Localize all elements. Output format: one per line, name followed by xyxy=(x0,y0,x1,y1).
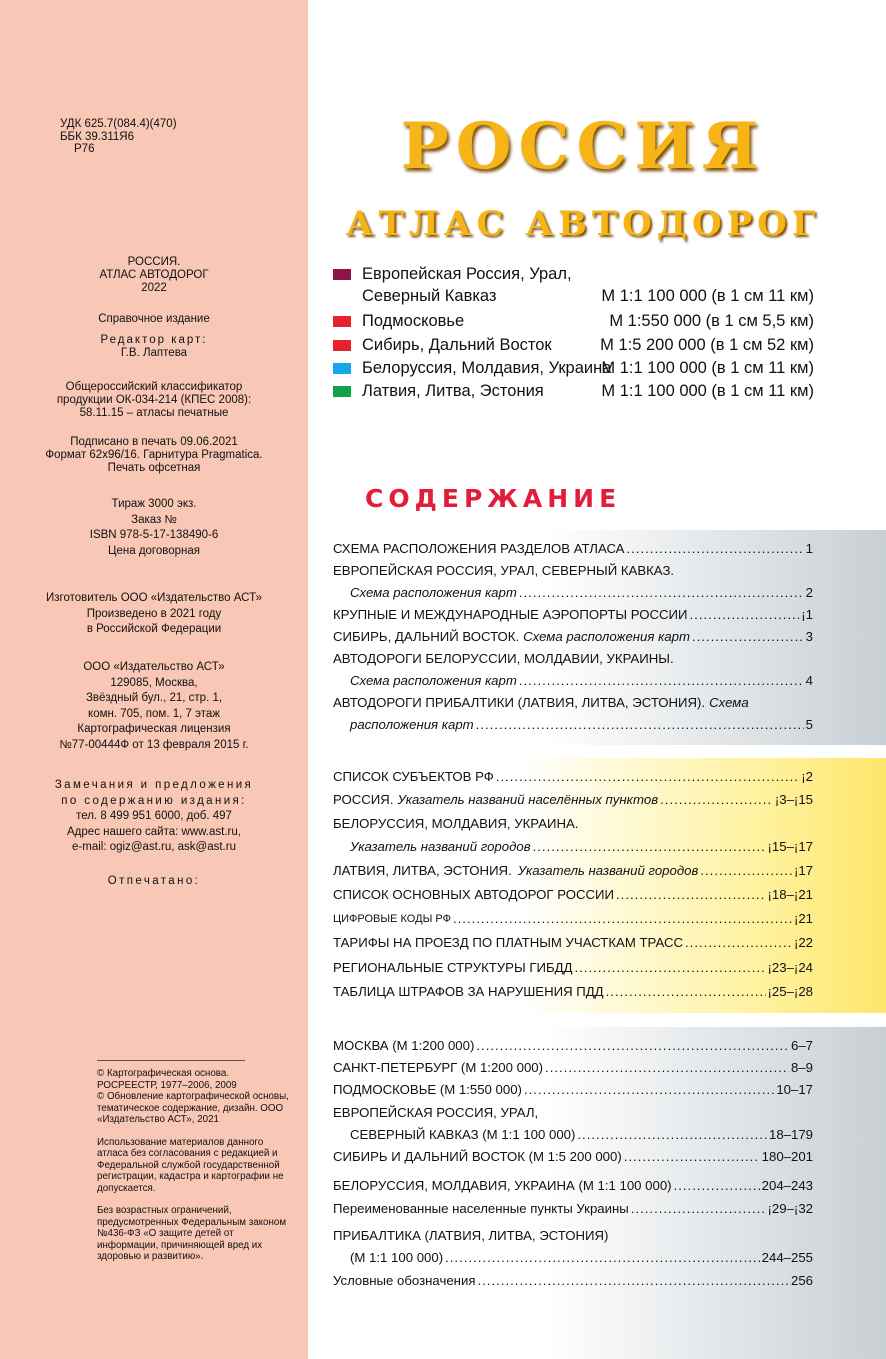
author-mark: Р76 xyxy=(74,143,95,155)
toc-entry[interactable]: Условные обозначения ..... 256 xyxy=(333,1272,813,1290)
toc-entry[interactable]: ТАРИФЫ НА ПРОЕЗД ПО ПЛАТНЫМ УЧАСТКАМ ТРАСС ..... ¡22 xyxy=(333,934,813,952)
toc-entry[interactable]: ПОДМОСКОВЬЕ (М 1:550 000) ..... 10–17 xyxy=(333,1081,813,1099)
publisher-address: ООО «Издательство АСТ» 129085, Москва, Звёздный бул., 21, стр. 1, комн. 705, пом. 1, 7 этаж Картографическая лицензия №77-00444Ф от 13 февраля 2015 г. xyxy=(59,661,249,751)
editor-name: Г.В. Лаптева xyxy=(120,347,188,359)
contents-heading: СОДЕРЖАНИЕ xyxy=(365,484,622,513)
toc-entry[interactable]: ЦИФРОВЫЕ КОДЫ РФ ..... ¡21 xyxy=(333,910,813,928)
toc-entry[interactable]: РЕГИОНАЛЬНЫЕ СТРУКТУРЫ ГИБДД ..... ¡23–¡24 xyxy=(333,959,813,977)
toc-entry[interactable]: СХЕМА РАСПОЛОЖЕНИЯ РАЗДЕЛОВ АТЛАСА ..... 1 xyxy=(333,540,813,558)
toc-entry[interactable]: МОСКВА (М 1:200 000) ..... 6–7 xyxy=(333,1037,813,1055)
legend-swatch-moscow-region xyxy=(333,316,351,327)
small-print: © Картографическая основа. РОСРЕЕСТР, 1977–2006, 2009 © Обновление картографической основы, тематическое содержание, дизайн. ООО «Издательство АСТ», 2021 Использование материалов данного атласа без согласования с редакцией и Федеральной службой государственной регистрации, кадастра и картографии не допускается. Без возрастных ограничений, предусмотренных Федеральным законом №436-ФЗ «О защите детей от информации, причиняющей вред их здоровью и развитию». xyxy=(97,1068,289,1262)
legend-scale: М 1:1 100 000 (в 1 см 11 км) xyxy=(601,287,814,305)
manufacturer: Изготовитель ООО «Издательство АСТ» Произведено в 2021 году в Российской Федерации xyxy=(45,592,262,635)
legend-label: Латвия, Литва, Эстония xyxy=(362,382,544,400)
printed-by: Отпечатано: xyxy=(107,875,201,887)
remarks: Замечания и предложения по содержанию издания: xyxy=(54,779,254,807)
toc-entry[interactable]: БЕЛОРУССИЯ, МОЛДАВИЯ, УКРАИНА. xyxy=(333,816,579,831)
toc-entry[interactable]: СПИСОК СУБЪЕКТОВ РФ ..... ¡2 xyxy=(333,768,813,786)
toc-entry[interactable]: Схема расположения карт ..... 4 xyxy=(350,672,813,690)
toc-entry[interactable]: ЛАТВИЯ, ЛИТВА, ЭСТОНИЯ. Указатель названий городов ..... ¡17 xyxy=(333,862,813,880)
atlas-title: РОССИЯ xyxy=(400,109,766,184)
legend-scale: М 1:1 100 000 (в 1 см 11 км) xyxy=(601,359,814,377)
legend-swatch-belarus xyxy=(333,363,351,374)
tirage-info: Тираж 3000 экз. Заказ № ISBN 978-5-17-138490-6 Цена договорная xyxy=(89,498,219,557)
toc-entry[interactable]: КРУПНЫЕ И МЕЖДУНАРОДНЫЕ АЭРОПОРТЫ РОССИИ ..... ¡1 xyxy=(333,606,813,624)
toc-entry[interactable]: АВТОДОРОГИ ПРИБАЛТИКИ (ЛАТВИЯ, ЛИТВА, ЭСТОНИЯ). Схема xyxy=(333,695,749,710)
legend-label: Сибирь, Дальний Восток xyxy=(362,336,552,354)
imprint-title: РОССИЯ. АТЛАС АВТОДОРОГ 2022 xyxy=(99,256,209,294)
toc-entry[interactable]: СИБИРЬ, ДАЛЬНИЙ ВОСТОК. Схема расположения карт ..... 3 xyxy=(333,628,813,646)
toc-entry[interactable]: АВТОДОРОГИ БЕЛОРУССИИ, МОЛДАВИИ, УКРАИНЫ. xyxy=(333,651,674,666)
toc-entry[interactable]: Переименованные населенные пункты Украины ..... ¡29–¡32 xyxy=(333,1200,813,1218)
classifier: Общероссийский классификатор продукции ОК-034-214 (КПЕС 2008): 58.11.15 – атласы печатные xyxy=(56,381,252,419)
legend-scale: М 1:5 200 000 (в 1 см 52 км) xyxy=(600,336,814,354)
toc-entry[interactable]: ЕВРОПЕЙСКАЯ РОССИЯ, УРАЛ, xyxy=(333,1105,539,1120)
toc-entry[interactable]: ЕВРОПЕЙСКАЯ РОССИЯ, УРАЛ, СЕВЕРНЫЙ КАВКАЗ. xyxy=(333,563,675,578)
print-info: Подписано в печать 09.06.2021 Формат 62х96/16. Гарнитура Pragmatica. Печать офсетная xyxy=(45,436,263,474)
legend-label: Подмосковье xyxy=(362,312,465,330)
legend-label: Европейская Россия, Урал, xyxy=(362,265,572,283)
bbk-line: ББК 39.311Я6 xyxy=(60,130,135,143)
toc-entry[interactable]: САНКТ-ПЕТЕРБУРГ (М 1:200 000) ..... 8–9 xyxy=(333,1059,813,1077)
udk-line: УДК 625.7(084.4)(470) xyxy=(60,118,177,130)
legend-label: Белоруссия, Молдавия, Украина xyxy=(362,359,612,377)
toc-entry[interactable]: ТАБЛИЦА ШТРАФОВ ЗА НАРУШЕНИЯ ПДД ..... ¡25–¡28 xyxy=(333,983,813,1001)
legend-swatch-siberia xyxy=(333,340,351,351)
udc-codes xyxy=(60,118,177,156)
contacts: тел. 8 499 951 6000, доб. 497 Адрес нашего сайта: www.ast.ru, e-mail: ogiz@ast.ru, ask@ast.ru xyxy=(67,810,241,853)
legend-scale: М 1:550 000 (в 1 см 5,5 км) xyxy=(609,312,814,330)
toc-entry[interactable]: (М 1:1 100 000) ..... 244–255 xyxy=(350,1249,813,1267)
toc-entry[interactable]: БЕЛОРУССИЯ, МОЛДАВИЯ, УКРАИНА (М 1:1 100 000) ..... 204–243 xyxy=(333,1177,813,1195)
divider xyxy=(97,1060,245,1061)
reference-edition: Справочное издание xyxy=(98,313,210,325)
toc-entry[interactable]: СПИСОК ОСНОВНЫХ АВТОДОРОГ РОССИИ ..... ¡18–¡21 xyxy=(333,886,813,904)
toc-entry[interactable]: РОССИЯ. Указатель названий населённых пунктов ..... ¡3–¡15 xyxy=(333,791,813,809)
legend-swatch-european xyxy=(333,269,351,280)
toc-entry[interactable]: Схема расположения карт ..... 2 xyxy=(350,584,813,602)
toc-entry[interactable]: СИБИРЬ И ДАЛЬНИЙ ВОСТОК (М 1:5 200 000) ..... 180–201 xyxy=(333,1148,813,1166)
toc-entry[interactable]: СЕВЕРНЫЙ КАВКАЗ (М 1:1 100 000) ..... 18–179 xyxy=(350,1126,813,1144)
toc-entry[interactable]: ПРИБАЛТИКА (ЛАТВИЯ, ЛИТВА, ЭСТОНИЯ) xyxy=(333,1228,609,1243)
editor-label: Редактор карт: xyxy=(100,334,208,346)
toc-entry[interactable]: Указатель названий городов ..... ¡15–¡17 xyxy=(350,838,813,856)
toc-entry[interactable]: расположения карт ..... 5 xyxy=(350,716,813,734)
legend-scale: М 1:1 100 000 (в 1 см 11 км) xyxy=(601,382,814,400)
legend-swatch-baltics xyxy=(333,386,351,397)
legend-label: Северный Кавказ xyxy=(362,287,497,305)
atlas-subtitle: АТЛАС АВТОДОРОГ xyxy=(345,204,821,244)
